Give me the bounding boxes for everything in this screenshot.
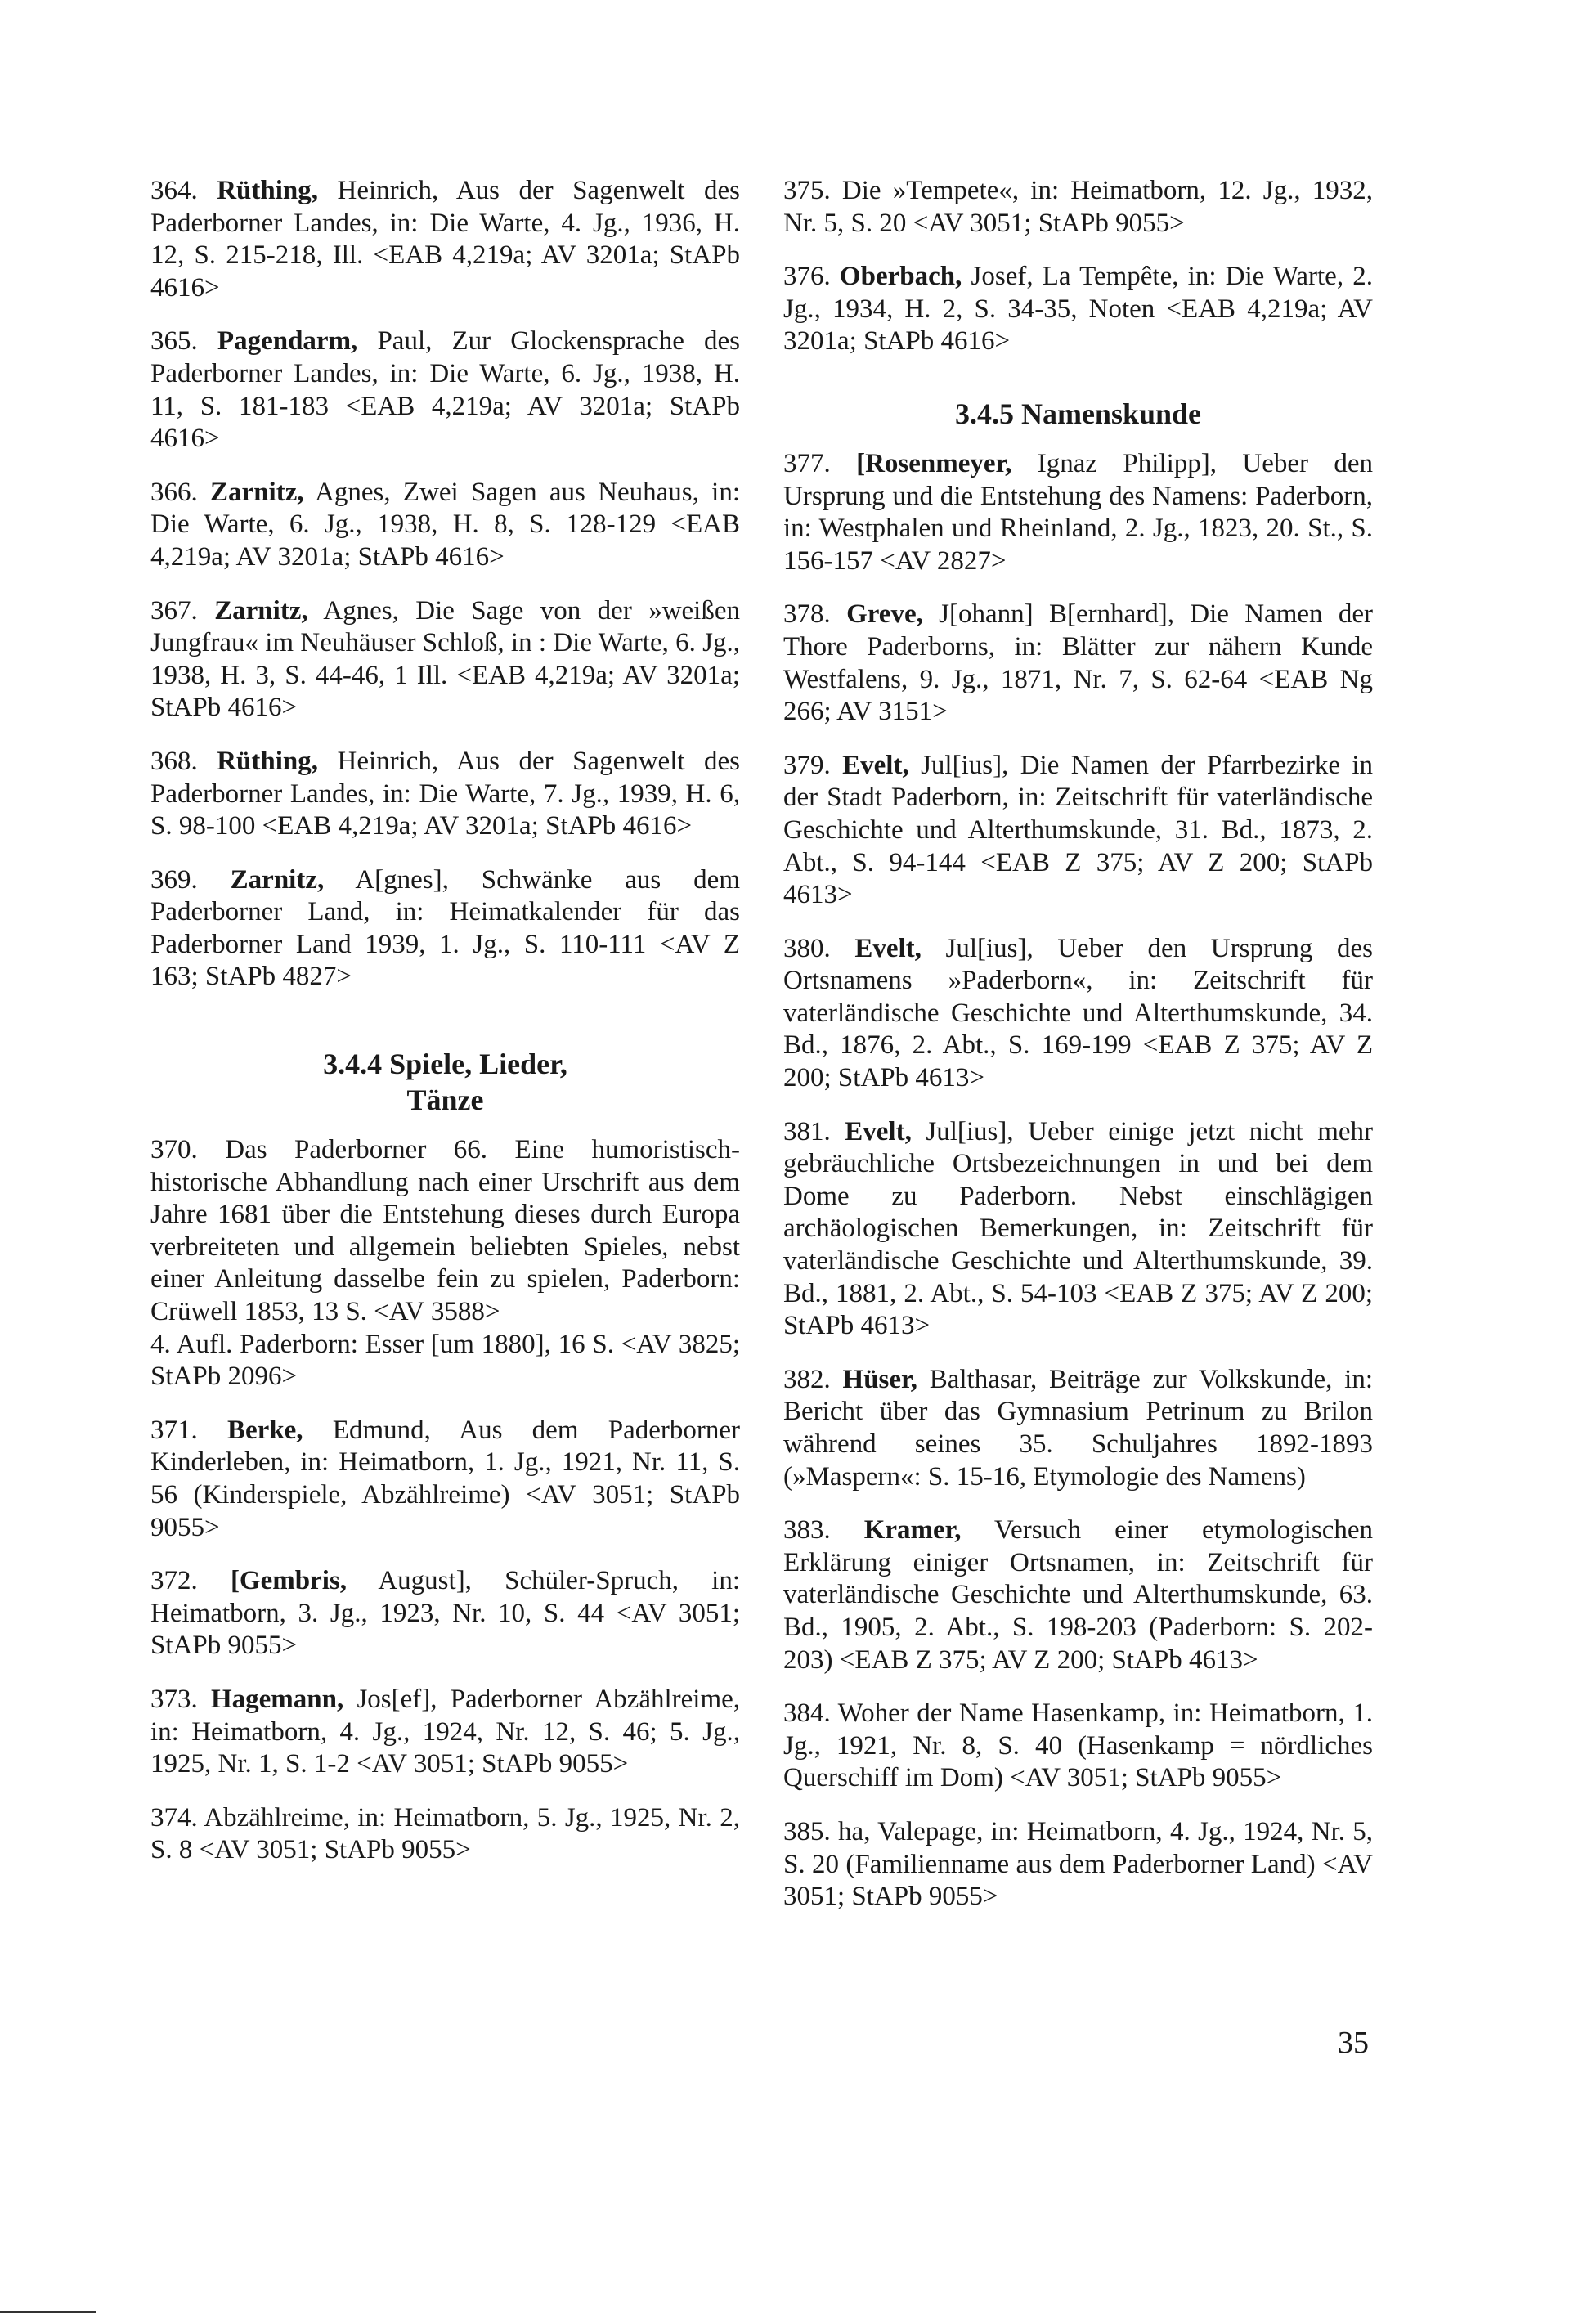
bibliography-entry — [150, 595, 740, 725]
entry-number: 376. — [783, 262, 831, 292]
section-heading-line: Tänze — [406, 1083, 484, 1117]
entry-text: Balthasar, Beiträge zur Volkskunde, in: Bericht über das Gymnasium Petrinum zu Brilon während seines 35. Schuljahres 1892-1893 (»Maspern«: S. 15-16, Etymologie des Namens) — [783, 1364, 1373, 1492]
entry-text: Edmund, Aus dem Paderborner Kinderleben, in: Heimatborn, 1. Jg., 1921, Nr. 11, S. 56 (Kinderspiele, Abzählreime) <AV 3051; StAPb 9055> — [150, 1415, 740, 1542]
entry-text: Heinrich, Aus der Sagenwelt des Paderborner Landes, in: Die Warte, 7. Jg., 1939, H. 6, S. 98-100 <EAB 4,219a; AV 3201a; StAPb 4616> — [150, 746, 740, 841]
entry-author: Evelt, — [854, 933, 922, 963]
bibliography-entry — [783, 1116, 1373, 1343]
section-heading-line: 3.4.4 Spiele, Lieder, — [323, 1048, 567, 1081]
section-heading-3-4-5 — [783, 396, 1373, 432]
entry-text: August], Schüler-Spruch, in: Heimatborn, 3. Jg., 1923, Nr. 10, S. 44 <AV 3051; StAPb 9055> — [150, 1566, 740, 1661]
entry-author: Kramer, — [863, 1515, 962, 1546]
bibliography-entry — [150, 1802, 740, 1867]
entry-number: 385. — [783, 1816, 831, 1846]
entry-text: Jul[ius], Die Namen der Pfarrbezirke in der Stadt Paderborn, in: Zeitschrift für vaterländische Geschichte und Alterthumskunde, 31. Bd., 1873, 2. Abt., S. 94-144 <EAB Z 375; AV Z 200; StAPb 4613> — [783, 750, 1374, 910]
entry-author: Pagendarm, — [217, 326, 358, 357]
bibliography-entry — [150, 1684, 740, 1781]
right-column — [783, 175, 1373, 1935]
entry-text: Jos[ef], Paderborner Abzählreime, in: Heimatborn, 4. Jg., 1924, Nr. 12, S. 46; 5. Jg., 1925, Nr. 1, S. 1-2 <AV 3051; StAPb 9055> — [150, 1684, 741, 1779]
entry-text: Versuch einer etymologischen Erklärung einiger Ortsnamen, in: Zeitschrift für vaterländische Geschichte und Alterthumskunde, 63. Bd., 1905, 2. Abt., S. 198-203 (Paderborn: S. 202-203) <EAB Z 375; AV Z 200; StAPb 4613> — [783, 1515, 1373, 1675]
entry-text: Agnes, Die Sage von der »weißen Jungfrau« im Neuhäuser Schloß, in : Die Warte, 6. Jg., 1938, H. 3, S. 44-46, 1 Ill. <EAB 4,219a; AV 3201a; StAPb 4616> — [150, 595, 740, 723]
entry-author: Zarnitz, — [210, 477, 304, 507]
entry-text: ha, Valepage, in: Heimatborn, 4. Jg., 1924, Nr. 5, S. 20 (Familienname aus dem Paderborner Land) <AV 3051; StAPb 9055> — [783, 1816, 1373, 1912]
entry-number: 384. — [783, 1698, 831, 1729]
entry-number: 365. — [150, 326, 198, 357]
entry-number: 378. — [783, 599, 831, 630]
entry-author: Oberbach, — [839, 262, 962, 292]
left-column — [150, 175, 740, 1888]
entry-continuation: 4. Aufl. Paderborn: Esser [um 1880], 16 S. <AV 3825; StAPb 2096> — [150, 1329, 740, 1392]
entry-text: Josef, La Tempête, in: Die Warte, 2. Jg., 1934, H. 2, S. 34-35, Noten <EAB 4,219a; AV 3201a; StAPb 4616> — [783, 262, 1373, 357]
entry-number: 368. — [150, 746, 198, 776]
entry-author: [Rosenmeyer, — [856, 448, 1012, 478]
entry-author: Evelt, — [842, 750, 909, 780]
entry-text: Ignaz Philipp], Ueber den Ursprung und die Entstehung des Namens: Paderborn, in: Westphalen und Rheinland, 2. Jg., 1823, 20. St., S. 156-157 <AV 2827> — [783, 448, 1373, 576]
entry-author: Zarnitz, — [214, 595, 308, 626]
entry-text: A[gnes], Schwänke aus dem Paderborner Land, in: Heimatkalender für das Paderborner Land 1939, 1. Jg., S. 110-111 <AV Z 163; StAPb 4827> — [150, 864, 740, 992]
section-heading-3-4-4 — [150, 1046, 740, 1118]
entries-371-374 — [150, 1415, 740, 1867]
bibliography-entry — [150, 477, 740, 574]
entry-author: Berke, — [226, 1415, 303, 1445]
entry-text: Paul, Zur Glockensprache des Paderborner Landes, in: Die Warte, 6. Jg., 1938, H. 11, S. 181-183 <EAB 4,219a; AV 3201a; StAPb 4616> — [150, 326, 741, 454]
entries-364-369 — [150, 175, 740, 994]
bibliography-entry — [150, 1565, 740, 1662]
entry-number: 369. — [150, 864, 198, 895]
bibliography-entry — [783, 750, 1373, 912]
bibliography-entry — [783, 175, 1373, 240]
section-heading-line: 3.4.5 Namenskunde — [954, 397, 1202, 430]
entry-text: Jul[ius], Ueber einige jetzt nicht mehr gebräuchliche Ortsbezeichnungen in und bei dem Dome zu Paderborn. Nebst einschlägigen archäologischen Bemerkungen, in: Zeitschrift für vaterländische Geschichte und Alterthumskunde, 39. Bd., 1881, 2. Abt., S. 54-103 <EAB Z 375; AV Z 200; StAPb 4613> — [783, 1116, 1373, 1341]
entry-author: Evelt, — [845, 1116, 912, 1146]
entry-text: Die »Tempete«, in: Heimatborn, 12. Jg., 1932, Nr. 5, S. 20 <AV 3051; StAPb 9055> — [783, 176, 1373, 238]
bibliography-entry — [783, 1514, 1373, 1676]
entry-number: 371. — [150, 1415, 198, 1445]
entry-number: 375. — [783, 176, 831, 205]
bibliography-entry — [150, 864, 740, 994]
entry-number: 373. — [150, 1684, 198, 1714]
entry-number: 367. — [150, 595, 198, 626]
entry-number: 377. — [783, 448, 831, 478]
entry-number: 382. — [783, 1364, 831, 1394]
entry-number: 370. — [150, 1135, 198, 1165]
entry-author: [Gembris, — [230, 1566, 347, 1596]
entry-number: 366. — [150, 477, 198, 507]
entry-text: Das Paderborner 66. Eine humoristisch-historische Abhandlung nach einer Urschrift aus dem Jahre 1681 über die Entstehung dieses durch Europa verbreiteten und allgemein beliebten Spieles, nebst einer Anleitung dasselbe fein zu spielen, Paderborn: Crüwell 1853, 13 S. <AV 3588> — [150, 1135, 740, 1327]
entry-text: Jul[ius], Ueber den Ursprung des Ortsnamens »Paderborn«, in: Zeitschrift für vaterländische Geschichte und Alterthumskunde, 34. Bd., 1876, 2. Abt., S. 169-199 <EAB Z 375; AV Z 200; StAPb 4613> — [783, 933, 1374, 1093]
entry-number: 374. — [150, 1802, 198, 1833]
bottom-edge-rule — [0, 2311, 96, 2313]
entry-text: J[ohann] B[ernhard], Die Namen der Thore Paderborns, in: Blätter zur nähern Kunde Westfalens, 9. Jg., 1871, Nr. 7, S. 62-64 <EAB Ng 266; AV 3151> — [783, 599, 1374, 727]
entry-author: Zarnitz, — [230, 864, 325, 895]
bibliography-entry — [783, 1816, 1373, 1913]
entry-author: Greve, — [846, 599, 923, 630]
entry-text: Heinrich, Aus der Sagenwelt des Paderborner Landes, in: Die Warte, 4. Jg., 1936, H. 12, S. 215-218, Ill. <EAB 4,219a; AV 3201a; StAPb 4616> — [150, 176, 740, 303]
entry-number: 380. — [783, 933, 831, 963]
bibliography-entry — [783, 1698, 1373, 1795]
bibliography-entry — [783, 1364, 1373, 1493]
entry-number: 379. — [783, 750, 831, 780]
entry-author: Rüthing, — [217, 746, 319, 776]
bibliography-entry — [150, 1134, 740, 1393]
entry-text: Woher der Name Hasenkamp, in: Heimatborn, 1. Jg., 1921, Nr. 8, S. 40 (Hasenkamp = nördliches Querschiff im Dom) <AV 3051; StAPb 9055> — [783, 1698, 1373, 1793]
bibliography-entry — [150, 175, 740, 304]
entries-377-385 — [783, 448, 1373, 1913]
entry-number: 383. — [783, 1515, 831, 1546]
bibliography-entry — [150, 325, 740, 455]
entry-number: 364. — [150, 176, 198, 205]
entry-number: 372. — [150, 1566, 198, 1596]
page-number: 35 — [1338, 2026, 1369, 2060]
bibliography-entry — [783, 599, 1373, 728]
bibliography-entry — [783, 448, 1373, 577]
entries-375-376 — [783, 175, 1373, 358]
entry-author: Rüthing, — [217, 176, 319, 205]
entry-author: Hüser, — [842, 1364, 917, 1394]
entry-text: Abzählreime, in: Heimatborn, 5. Jg., 1925, Nr. 2, S. 8 <AV 3051; StAPb 9055> — [150, 1802, 740, 1865]
entry-text: Agnes, Zwei Sagen aus Neuhaus, in: Die Warte, 6. Jg., 1938, H. 8, S. 128-129 <EAB 4,219a; AV 3201a; StAPb 4616> — [150, 477, 741, 572]
bibliography-entry — [783, 261, 1373, 358]
bibliography-entry — [150, 1415, 740, 1544]
entry-number: 381. — [783, 1116, 831, 1146]
bibliography-entry — [150, 746, 740, 843]
bibliography-entry — [783, 933, 1373, 1095]
entry-author: Hagemann, — [210, 1684, 344, 1714]
